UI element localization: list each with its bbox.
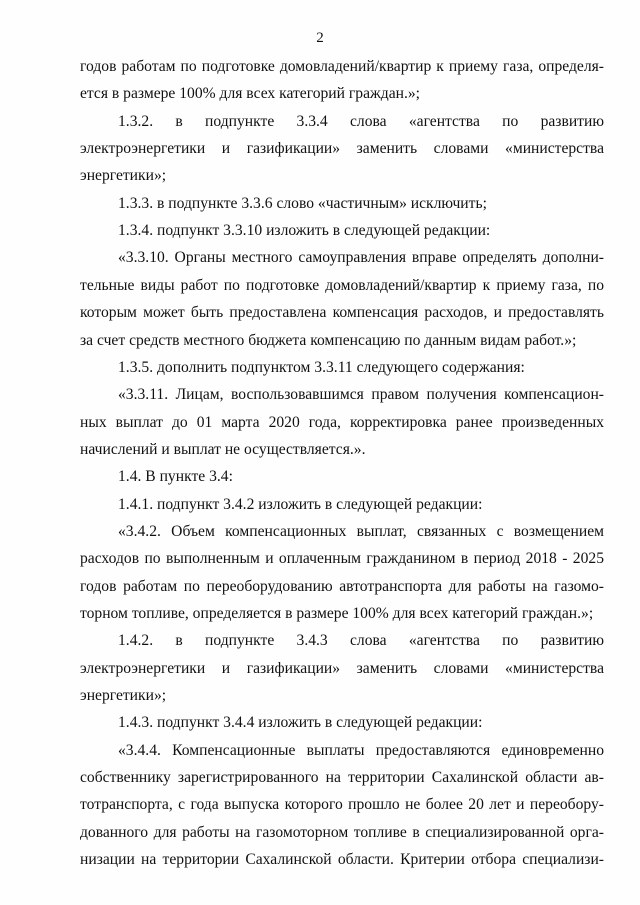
text-line: 1.3.2. в подпункте 3.3.4 слова «агентства по развитию [118, 112, 604, 130]
text-line: «3.4.4. Компенсационные выплаты предоставляются единовременно [118, 741, 604, 759]
text-line: торном топливе, определяется в размере 100% для всех категорий граждан.»; [80, 605, 594, 622]
text-line: «3.3.10. Органы местного самоуправления вправе определять дополни- [118, 249, 604, 267]
text-line: годов работам по подготовке домовладений/квартир к приему газа, определя- [80, 58, 604, 75]
text-line: ных выплат до 01 марта 2020 года, корректировка ранее произведенных [80, 413, 604, 431]
text-line: 1.3.5. дополнить подпунктом 3.3.11 следующего содержания: [118, 358, 525, 376]
text-line: электроэнергетики и газификации» заменить словами «министерства [80, 659, 604, 677]
text-line: которым может быть предоставлена компенсация расходов, и предоставлять [80, 304, 604, 322]
text-line: расходов по выполненным и оплаченным гражданином в период 2018 - 2025 [80, 550, 604, 568]
text-line: 1.4. В пункте 3.4: [118, 468, 233, 486]
text-line: 1.4.3. подпункт 3.4.4 изложить в следующей редакции: [118, 714, 483, 732]
text-line: энергетики»; [80, 167, 167, 185]
text-line: 1.3.4. подпункт 3.3.10 изложить в следующей редакции: [118, 222, 491, 240]
text-line: 1.3.3. в подпункте 3.3.6 слово «частичным» исключить; [118, 194, 487, 212]
text-line: собственнику зарегистрированного на территории Сахалинской области ав- [80, 769, 604, 787]
text-line: дованного для работы на газомоторном топливе в специализированной орга- [80, 823, 604, 841]
page-number: 2 [316, 30, 324, 46]
text-line: «3.3.11. Лицам, воспользовавшимся правом получения компенсацион- [118, 386, 604, 404]
text-line: 1.4.2. в подпункте 3.4.3 слова «агентства по развитию [118, 632, 604, 650]
text-line: ется в размере 100% для всех категорий граждан.»; [80, 85, 421, 103]
text-line: энергетики»; [80, 687, 167, 705]
text-line: низации на территории Сахалинской области. Критерии отбора специализи- [80, 851, 604, 869]
text-line: тотранспорта, с года выпуска которого прошло не более 20 лет и переобору- [80, 796, 604, 814]
text-line: 1.4.1. подпункт 3.4.2 изложить в следующей редакции: [118, 495, 483, 513]
text-line: тельные виды работ по подготовке домовладений/квартир к приему газа, по [80, 276, 604, 294]
text-line: за счет средств местного бюджета компенсацию по данным видам работ.»; [80, 331, 577, 349]
text-line: электроэнергетики и газификации» заменить словами «министерства [80, 140, 604, 158]
text-line: годов работам по переоборудованию автотранспорта для работы на газомо- [80, 577, 604, 595]
text-line: «3.4.2. Объем компенсационных выплат, связанных с возмещением [118, 522, 604, 540]
text-line: начислений и выплат не осуществляется.». [80, 440, 366, 458]
